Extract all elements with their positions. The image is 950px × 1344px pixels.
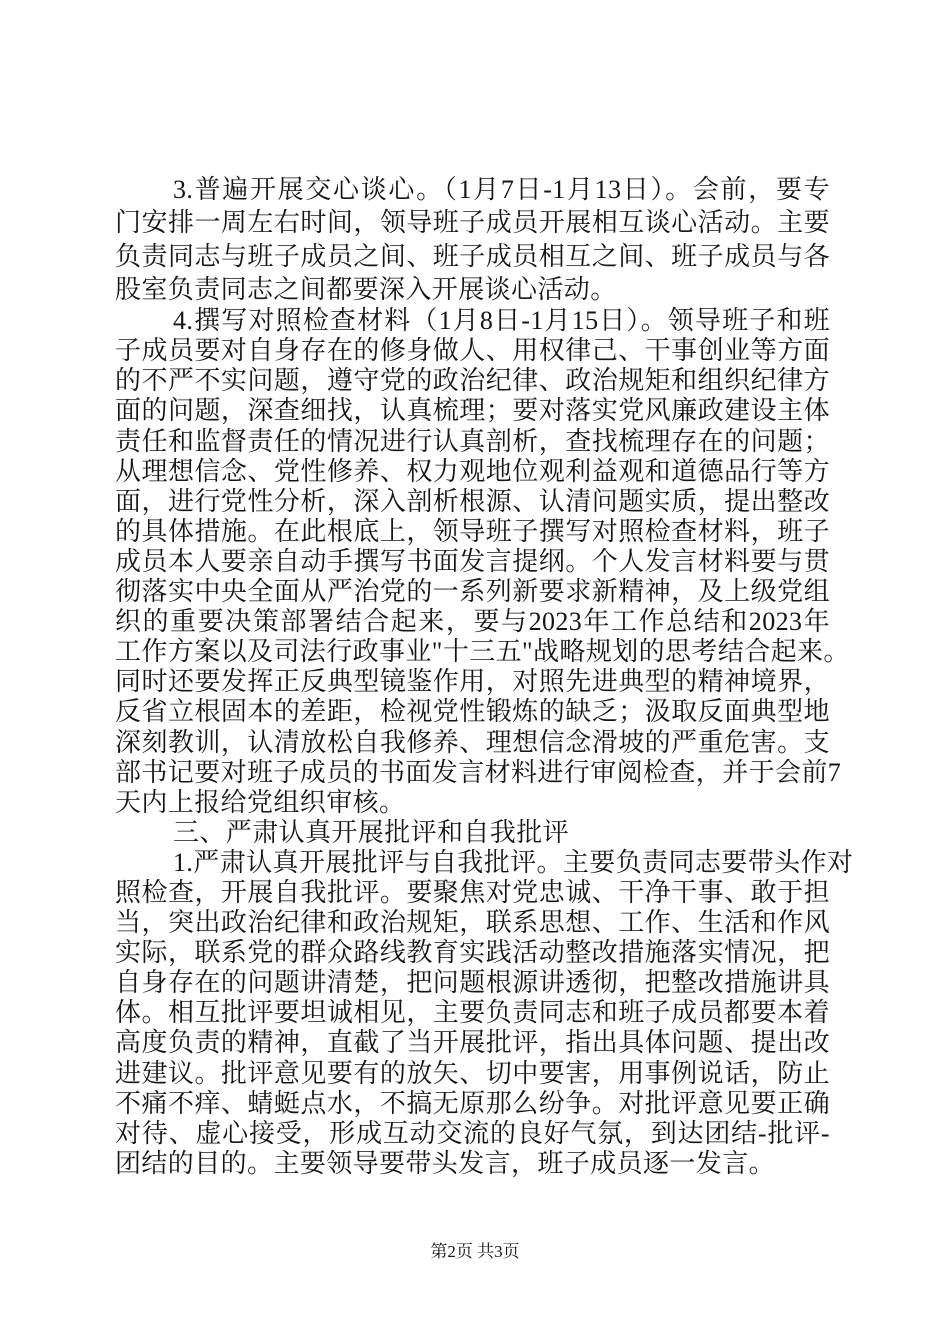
text-line: 子成员要对自身存在的修身做人、用权律己、干事创业等方面 bbox=[115, 336, 830, 366]
text-line: 的不严不实问题，遵守党的政治纪律、政治规矩和组织纪律方 bbox=[115, 366, 830, 396]
text-line: 织的重要决策部署结合起来，要与2023年工作总结和2023年 bbox=[115, 607, 830, 637]
text-line: 自身存在的问题讲清楚，把问题根源讲透彻，把整改措施讲具 bbox=[115, 968, 830, 998]
text-line: 面，进行党性分析，深入剖析根源、认清问题实质，提出整改 bbox=[115, 486, 830, 516]
text-line: 当，突出政治纪律和政治规矩，联系思想、工作、生活和作风 bbox=[115, 908, 830, 938]
paragraph-review-materials bbox=[115, 306, 850, 818]
page-number: 第2页 共3页 bbox=[430, 1242, 520, 1261]
text-line: 门安排一周左右时间，领导班子成员开展相互谈心活动。主要 bbox=[115, 208, 830, 238]
text-line: 成员本人要亲自动手撰写书面发言提纲。个人发言材料要与贯 bbox=[115, 546, 830, 576]
text-line: 工作方案以及司法行政事业"十三五"战略规划的思考结合起来。 bbox=[115, 637, 850, 667]
text-line: 体。相互批评要坦诚相见，主要负责同志和班子成员都要本着 bbox=[115, 998, 830, 1028]
text-line: 实际，联系党的群众路线教育实践活动整改措施落实情况，把 bbox=[115, 938, 830, 968]
paragraph-criticism bbox=[115, 847, 854, 1179]
text-line: 股室负责同志之间都要深入开展谈心活动。 bbox=[115, 274, 617, 304]
text-line: 负责同志与班子成员之间、班子成员相互之间、班子成员与各 bbox=[115, 241, 830, 271]
text-line: 团结的目的。主要领导要带头发言，班子成员逐一发言。 bbox=[115, 1148, 776, 1178]
text-line: 进建议。批评意见要有的放矢、切中要害，用事例说话，防止 bbox=[115, 1058, 830, 1088]
text-line: 照检查，开展自我批评。要聚焦对党忠诚、干净干事、敢于担 bbox=[115, 877, 830, 907]
text-line: 不痛不痒、蜻蜓点水，不搞无原那么纷争。对批评意见要正确 bbox=[115, 1088, 830, 1118]
text-line: 天内上报给党组织审核。 bbox=[115, 787, 406, 817]
text-line: 的具体措施。在此根底上，领导班子撰写对照检查材料，班子 bbox=[115, 516, 830, 546]
text-line: 1.严肃认真开展批评与自我批评。主要负责同志要带头作对 bbox=[173, 847, 854, 877]
paragraph-heart-to-heart-talks bbox=[115, 173, 830, 306]
text-line: 深刻教训，认清放松自我修养、理想信念滑坡的严重危害。支 bbox=[115, 727, 830, 757]
text-line: 高度负责的精神，直截了当开展批评，指出具体问题、提出改 bbox=[115, 1028, 830, 1058]
text-line: 反省立根固本的差距，检视党性锻炼的缺乏；汲取反面典型地 bbox=[115, 697, 830, 727]
text-line: 彻落实中央全面从严治党的一系列新要求新精神，及上级党组 bbox=[115, 577, 830, 607]
section-heading bbox=[115, 818, 830, 848]
text-line: 责任和监督责任的情况进行认真剖析，查找梳理存在的问题； bbox=[115, 426, 830, 456]
text-line: 对待、虚心接受，形成互动交流的良好气氛，到达团结-批评- bbox=[115, 1118, 830, 1148]
text-line: 面的问题，深查细找，认真梳理；要对落实党风廉政建设主体 bbox=[115, 396, 830, 426]
text-line: 4.撰写对照检查材料（1月8日-1月15日）。领导班子和班 bbox=[173, 306, 830, 336]
section-heading-text: 三、严肃认真开展批评和自我批评 bbox=[173, 817, 570, 847]
page-footer bbox=[0, 1240, 950, 1264]
text-line: 3.普遍开展交心谈心。（1月7日-1月13日）。会前，要专 bbox=[173, 175, 830, 204]
document-body bbox=[115, 173, 854, 1179]
text-line: 同时还要发挥正反典型镜鉴作用，对照先进典型的精神境界， bbox=[115, 667, 830, 697]
text-line: 部书记要对班子成员的书面发言材料进行审阅检查，并于会前7 bbox=[115, 757, 842, 787]
text-line: 从理想信念、党性修养、权力观地位观利益观和道德品行等方 bbox=[115, 456, 830, 486]
